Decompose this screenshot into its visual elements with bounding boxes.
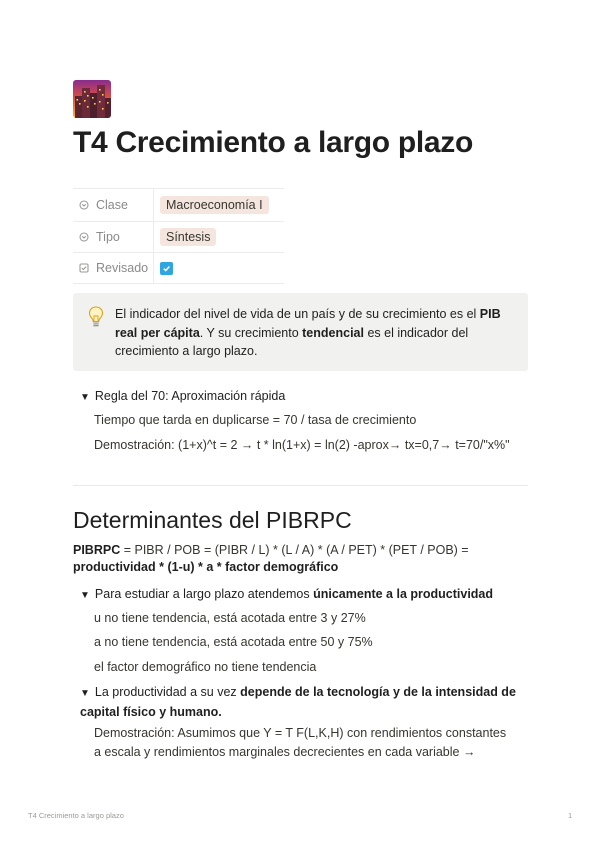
page-number: 1	[568, 811, 573, 820]
city-sunset-icon	[73, 80, 111, 118]
callout	[73, 293, 528, 371]
footer-title: T4 Crecimiento a largo plazo	[28, 811, 124, 820]
toggle-regla-70-line-1: Tiempo que tarda en duplicarse = 70 / tasa de crecimiento	[94, 413, 417, 427]
toggle-productividad-line-1: Demostración: Asumimos que Y = T F(L,K,H) con rendimientos constantes	[94, 726, 507, 740]
select-icon	[79, 200, 89, 210]
page-title: T4 Crecimiento a largo plazo	[73, 126, 474, 159]
tag-clase[interactable]: Macroeconomía I	[160, 196, 269, 214]
callout-text: El indicador del nivel de vida de un país y de su crecimiento es el PIB real per cápita. Y su crecimiento tendencial es el indicador del crecimiento a largo plazo.	[115, 307, 501, 358]
toggle-largo-plazo-line-1: u no tiene tendencia, está acotada entre 3 y 27%	[94, 611, 366, 625]
formula-paragraph: PIBRPC = PIBR / POB = (PIBR / L) * (L / A) * (A / PET) * (PET / POB) = productividad * (1-u) * a * factor demográfico	[73, 543, 469, 574]
revisado-checkbox[interactable]	[160, 262, 173, 275]
property-row-clase[interactable]	[73, 189, 284, 222]
toggle-regla-70[interactable]: ▼ Regla del 70: Aproximación rápida	[80, 387, 285, 407]
property-label: Tipo	[96, 230, 120, 244]
select-icon	[79, 232, 89, 242]
lightbulb-icon	[87, 305, 105, 329]
toggle-regla-70-line-2: Demostración: (1+x)^t = 2 → t * ln(1+x) = ln(2) -aprox→ tx=0,7→ t=70/"x%"	[94, 438, 510, 452]
properties-table	[73, 188, 284, 284]
toggle-largo-plazo[interactable]: ▼ Para estudiar a largo plazo atendemos únicamente a la productividad	[80, 585, 493, 605]
section-heading: Determinantes del PIBRPC	[73, 507, 352, 533]
toggle-largo-plazo-line-2: a no tiene tendencia, está acotada entre 50 y 75%	[94, 635, 373, 649]
toggle-triangle-icon[interactable]: ▼	[80, 688, 90, 699]
toggle-largo-plazo-line-3: el factor demográfico no tiene tendencia	[94, 660, 317, 674]
property-label: Clase	[96, 198, 128, 212]
checkbox-icon	[79, 263, 89, 273]
toggle-productividad[interactable]: ▼ La productividad a su vez depende de la tecnología y de la intensidad de capital físico y humano.	[80, 685, 516, 719]
divider	[73, 485, 528, 486]
toggle-triangle-icon[interactable]: ▼	[80, 590, 90, 601]
tag-tipo[interactable]: Síntesis	[160, 228, 216, 246]
toggle-triangle-icon[interactable]: ▼	[80, 392, 90, 403]
property-label: Revisado	[96, 261, 149, 275]
toggle-productividad-line-2: a escala y rendimientos marginales decrecientes en cada variable →	[94, 745, 476, 759]
property-row-revisado[interactable]	[73, 253, 284, 284]
property-row-tipo[interactable]	[73, 222, 284, 253]
